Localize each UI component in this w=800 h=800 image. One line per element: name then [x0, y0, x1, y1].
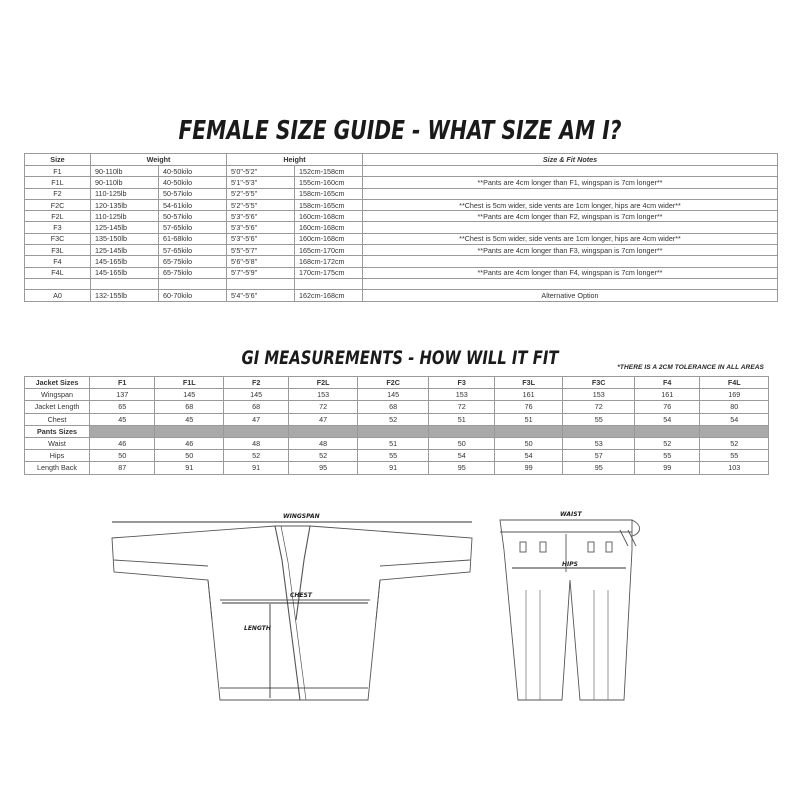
measurement-cell: 80	[700, 401, 769, 413]
size-cell-size: F2L	[25, 211, 91, 222]
size-cell-notes	[363, 166, 778, 177]
measurement-cell: 51	[357, 437, 429, 449]
size-cell-size: F4	[25, 256, 91, 267]
measurement-cell: 54	[635, 413, 700, 425]
size-cell-notes	[363, 222, 778, 233]
measurement-cell: 76	[635, 401, 700, 413]
size-cell-weight-kilo: 57-65kilo	[159, 245, 227, 256]
size-cell-height-cm: 158cm-165cm	[295, 199, 363, 210]
measurement-cell: 45	[155, 413, 223, 425]
row-label: Pants Sizes	[25, 425, 90, 437]
gi-measurements-table	[24, 376, 769, 475]
measurement-cell: 52	[289, 450, 357, 462]
size-cell-notes: **Pants are 4cm longer than F2, wingspan is 7cm longer**	[363, 211, 778, 222]
row-label: Waist	[25, 437, 90, 449]
measurement-cell: 48	[223, 437, 288, 449]
size-cell-height-cm: 160cm-168cm	[295, 222, 363, 233]
size-cell-height-ft: 5'3"-5'6"	[227, 222, 295, 233]
size-cell-height-cm: 152cm-158cm	[295, 166, 363, 177]
size-cell-weight-lb: 90-110lb	[91, 177, 159, 188]
size-cell-notes: Alternative Option	[363, 290, 778, 301]
size-cell-notes	[363, 256, 778, 267]
size-cell-weight-lb: 125-145lb	[91, 245, 159, 256]
measurement-cell: 55	[635, 450, 700, 462]
size-cell-height-ft: 5'0"-5'2"	[227, 166, 295, 177]
size-cell-size: F3	[25, 222, 91, 233]
size-cell-weight-lb: 110-125lb	[91, 188, 159, 199]
height-header: Height	[227, 154, 363, 166]
size-cell-weight-kilo: 61-68kilo	[159, 233, 227, 244]
size-cell-height-cm	[295, 278, 363, 289]
row-label: Chest	[25, 413, 90, 425]
measurement-cell: 76	[494, 401, 562, 413]
measurement-cell: 68	[155, 401, 223, 413]
size-cell-weight-lb: 125-145lb	[91, 222, 159, 233]
size-cell-notes: **Chest is 5cm wider, side vents are 1cm longer, hips are 4cm wider**	[363, 233, 778, 244]
size-cell-notes	[363, 278, 778, 289]
size-cell-weight-kilo: 40-50kilo	[159, 166, 227, 177]
size-cell-weight-kilo: 50-57kilo	[159, 211, 227, 222]
size-column-header: F4L	[700, 377, 769, 389]
size-column-header: F2	[223, 377, 288, 389]
measurement-cell: 91	[357, 462, 429, 474]
jacket-sizes-row	[25, 377, 769, 389]
table-row	[25, 256, 778, 267]
table-row	[25, 188, 778, 199]
table-row	[25, 290, 778, 301]
size-column-header	[635, 425, 700, 437]
size-cell-height-ft: 5'7"-5'9"	[227, 267, 295, 278]
measurement-cell: 87	[90, 462, 155, 474]
weight-header: Weight	[91, 154, 227, 166]
measurement-cell: 145	[357, 389, 429, 401]
size-cell-size: F2	[25, 188, 91, 199]
measurement-cell: 57	[563, 450, 635, 462]
size-cell-height-ft: 5'6"-5'8"	[227, 256, 295, 267]
size-table-header-row	[25, 154, 778, 166]
size-cell-weight-lb	[91, 278, 159, 289]
size-cell-weight-kilo	[159, 278, 227, 289]
pants-sizes-row	[25, 425, 769, 437]
measurement-cell: 54	[494, 450, 562, 462]
size-cell-notes: **Pants are 4cm longer than F4, wingspan is 7cm longer**	[363, 267, 778, 278]
table-row	[25, 389, 769, 401]
size-cell-weight-kilo: 40-50kilo	[159, 177, 227, 188]
size-column-header	[289, 425, 357, 437]
size-cell-notes: **Pants are 4cm longer than F1, wingspan is 7cm longer**	[363, 177, 778, 188]
table-row	[25, 199, 778, 210]
measurement-cell: 72	[429, 401, 494, 413]
wingspan-label: WINGSPAN	[283, 513, 320, 520]
size-cell-weight-kilo: 50-57kilo	[159, 188, 227, 199]
size-cell-size: F4L	[25, 267, 91, 278]
gi-measurements-title: GI MEASUREMENTS - HOW WILL IT FIT	[241, 347, 559, 369]
size-cell-height-cm: 162cm-168cm	[295, 290, 363, 301]
measurement-cell: 103	[700, 462, 769, 474]
size-header: Size	[25, 154, 91, 166]
waist-label: WAIST	[560, 511, 582, 518]
size-cell-height-ft: 5'2"-5'5"	[227, 199, 295, 210]
size-cell-weight-kilo: 54-61kilo	[159, 199, 227, 210]
measurement-cell: 65	[90, 401, 155, 413]
chest-label: CHEST	[290, 592, 312, 599]
size-column-header	[90, 425, 155, 437]
size-cell-height-ft: 5'1"-5'3"	[227, 177, 295, 188]
measurement-cell: 54	[429, 450, 494, 462]
size-column-header	[700, 425, 769, 437]
size-cell-size: F1	[25, 166, 91, 177]
measurement-cell: 54	[700, 413, 769, 425]
measurement-cell: 52	[357, 413, 429, 425]
measurement-cell: 137	[90, 389, 155, 401]
size-cell-weight-lb: 90-110lb	[91, 166, 159, 177]
size-column-header: F3	[429, 377, 494, 389]
measurement-cell: 46	[155, 437, 223, 449]
measurement-cell: 55	[563, 413, 635, 425]
tolerance-note: *THERE IS A 2CM TOLERANCE IN ALL AREAS	[617, 364, 764, 371]
measurement-cell: 68	[357, 401, 429, 413]
row-label: Jacket Length	[25, 401, 90, 413]
table-row	[25, 222, 778, 233]
size-column-header: F2C	[357, 377, 429, 389]
size-column-header	[155, 425, 223, 437]
size-cell-weight-lb: 132-155lb	[91, 290, 159, 301]
size-column-header	[494, 425, 562, 437]
hips-label: HIPS	[562, 561, 578, 568]
size-cell-weight-lb: 145-165lb	[91, 267, 159, 278]
measurement-cell: 48	[289, 437, 357, 449]
measurement-cell: 47	[223, 413, 288, 425]
size-column-header: F4	[635, 377, 700, 389]
table-row	[25, 462, 769, 474]
measurement-cell: 99	[494, 462, 562, 474]
size-cell-size: F2C	[25, 199, 91, 210]
measurement-cell: 72	[289, 401, 357, 413]
size-cell-height-cm: 155cm-160cm	[295, 177, 363, 188]
size-cell-size	[25, 278, 91, 289]
measurement-cell: 52	[700, 437, 769, 449]
size-column-header: F3C	[563, 377, 635, 389]
table-row	[25, 450, 769, 462]
size-column-header: F1	[90, 377, 155, 389]
size-cell-height-cm: 170cm-175cm	[295, 267, 363, 278]
measurement-cell: 153	[563, 389, 635, 401]
measurement-cell: 45	[90, 413, 155, 425]
measurement-cell: 50	[429, 437, 494, 449]
size-cell-height-cm: 160cm-168cm	[295, 211, 363, 222]
row-label: Hips	[25, 450, 90, 462]
size-cell-weight-kilo: 57-65kilo	[159, 222, 227, 233]
size-cell-weight-kilo: 60-70kilo	[159, 290, 227, 301]
measurement-cell: 91	[223, 462, 288, 474]
gi-diagram	[0, 500, 800, 800]
table-row	[25, 413, 769, 425]
measurement-cell: 53	[563, 437, 635, 449]
measurement-cell: 153	[289, 389, 357, 401]
notes-header: Size & Fit Notes	[363, 154, 778, 166]
measurement-cell: 99	[635, 462, 700, 474]
size-cell-height-ft: 5'5"-5'7"	[227, 245, 295, 256]
table-row	[25, 437, 769, 449]
size-cell-height-ft: 5'2"-5'5"	[227, 188, 295, 199]
table-row	[25, 278, 778, 289]
table-row	[25, 245, 778, 256]
size-cell-weight-lb: 110-125lb	[91, 211, 159, 222]
size-guide-title: FEMALE SIZE GUIDE - WHAT SIZE AM I?	[178, 116, 622, 146]
measurement-cell: 55	[700, 450, 769, 462]
row-label: Jacket Sizes	[25, 377, 90, 389]
size-cell-size: F1L	[25, 177, 91, 188]
size-cell-weight-kilo: 65-75kilo	[159, 267, 227, 278]
measurement-cell: 153	[429, 389, 494, 401]
measurement-cell: 51	[494, 413, 562, 425]
size-cell-weight-lb: 145-165lb	[91, 256, 159, 267]
size-cell-height-ft	[227, 278, 295, 289]
row-label: Wingspan	[25, 389, 90, 401]
size-cell-height-ft: 5'3"-5'6"	[227, 233, 295, 244]
measurement-cell: 52	[635, 437, 700, 449]
size-cell-size: F3C	[25, 233, 91, 244]
size-column-header	[563, 425, 635, 437]
size-cell-weight-lb: 120-135lb	[91, 199, 159, 210]
measurement-cell: 55	[357, 450, 429, 462]
size-column-header: F1L	[155, 377, 223, 389]
measurement-cell: 50	[155, 450, 223, 462]
table-row	[25, 401, 769, 413]
table-row	[25, 233, 778, 244]
measurement-cell: 91	[155, 462, 223, 474]
measurement-cell: 50	[494, 437, 562, 449]
measurement-cell: 52	[223, 450, 288, 462]
measurement-cell: 46	[90, 437, 155, 449]
table-row	[25, 177, 778, 188]
measurement-cell: 145	[223, 389, 288, 401]
measurement-cell: 50	[90, 450, 155, 462]
size-cell-height-cm: 160cm-168cm	[295, 233, 363, 244]
size-column-header	[223, 425, 288, 437]
measurement-cell: 68	[223, 401, 288, 413]
measurement-cell: 47	[289, 413, 357, 425]
measurement-cell: 95	[429, 462, 494, 474]
table-row	[25, 166, 778, 177]
size-column-header	[429, 425, 494, 437]
size-column-header	[357, 425, 429, 437]
size-cell-notes: **Pants are 4cm longer than F3, wingspan is 7cm longer**	[363, 245, 778, 256]
measurement-cell: 95	[563, 462, 635, 474]
measurement-cell: 145	[155, 389, 223, 401]
size-cell-height-ft: 5'3"-5'6"	[227, 211, 295, 222]
size-cell-weight-lb: 135-150lb	[91, 233, 159, 244]
size-cell-size: F3L	[25, 245, 91, 256]
measurement-cell: 95	[289, 462, 357, 474]
table-row	[25, 211, 778, 222]
table-row	[25, 267, 778, 278]
size-column-header: F3L	[494, 377, 562, 389]
measurement-cell: 161	[635, 389, 700, 401]
size-cell-height-ft: 5'4"-5'6"	[227, 290, 295, 301]
size-cell-size: A0	[25, 290, 91, 301]
measurement-cell: 169	[700, 389, 769, 401]
size-cell-weight-kilo: 65-75kilo	[159, 256, 227, 267]
measurement-cell: 72	[563, 401, 635, 413]
size-guide-table	[24, 153, 778, 302]
size-cell-height-cm: 165cm-170cm	[295, 245, 363, 256]
size-cell-height-cm: 158cm-165cm	[295, 188, 363, 199]
size-column-header: F2L	[289, 377, 357, 389]
row-label: Length Back	[25, 462, 90, 474]
length-label: LENGTH	[244, 625, 271, 632]
measurement-cell: 51	[429, 413, 494, 425]
size-cell-height-cm: 168cm-172cm	[295, 256, 363, 267]
size-cell-notes: **Chest is 5cm wider, side vents are 1cm longer, hips are 4cm wider**	[363, 199, 778, 210]
size-cell-notes	[363, 188, 778, 199]
measurement-cell: 161	[494, 389, 562, 401]
